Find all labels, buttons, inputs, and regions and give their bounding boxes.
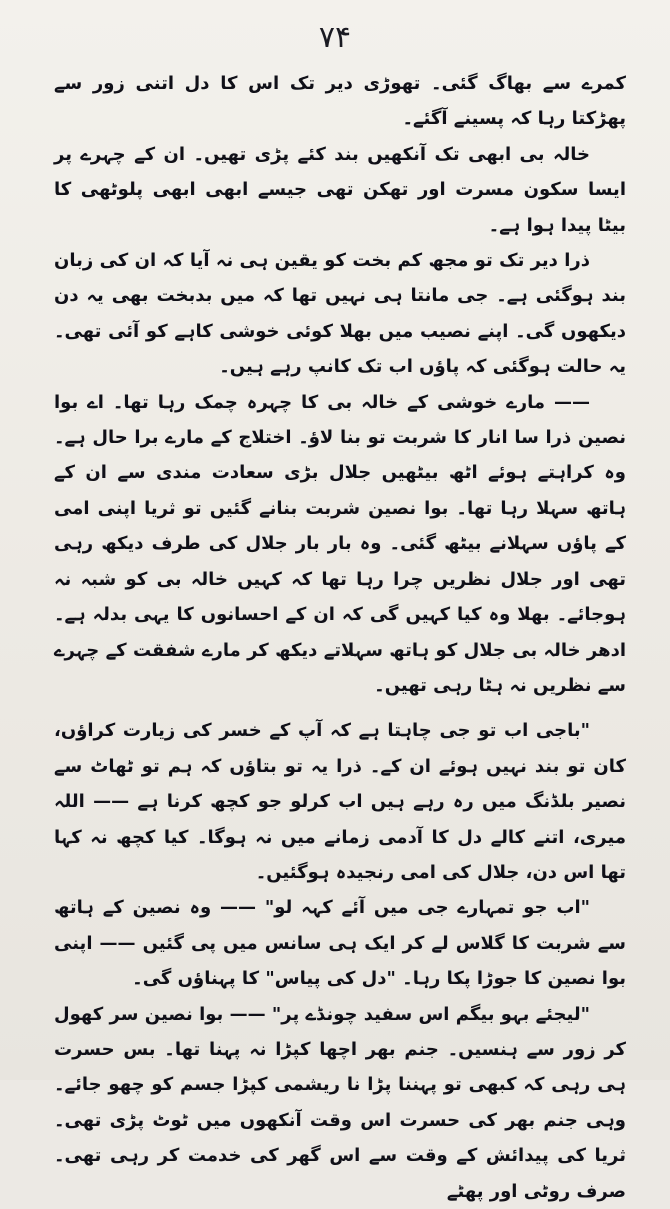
paragraph-3: ذرا دیر تک تو مجھ کم بخت کو یقین ہی نہ آیا کہ ان کی زبان بند ہوگئی ہے۔ جی مانتا ہی نہیں تھا کہ میں بدبخت بھی یہ دن دیکھوں گی۔ اپنے نصیب میں بھلا کوئی خوشی کاہے کو آئی تھی۔ یہ حالت ہوگئی کہ پاؤں اب تک کانپ رہے ہیں۔ xyxy=(54,250,626,378)
paragraph-4: —— مارے خوشی کے خالہ بی کا چہرہ چمک رہا تھا۔ اے بوا نصین ذرا سا انار کا شربت تو بنا لاؤ۔ اختلاج کے مارے برا حال ہے۔ وہ کراہتے ہوئے اٹھ بیٹھیں جلال بڑی سعادت مندی سے ان کے ہاتھ سہلا رہا تھا۔ بوا نصین شربت بنانے گئیں تو ثریا اپنی امی کے پاؤں سہلانے بیٹھ گئی۔ وہ بار بار جلال کی طرف دیکھ رہی تھی اور جلال نظریں چرا رہا تھا کہ کہیں خالہ بی کو شبہ نہ ہوجائے۔ بھلا وہ کیا کہیں گی کہ ان کے احسانوں کا یہی بدلہ ہے۔ ادھر خالہ بی جلال کو ہاتھ سہلاتے دیکھ کر مارے شفقت کے چہرے سے نظریں نہ ہٹا رہی تھیں۔ xyxy=(54,391,626,696)
paragraph-2: خالہ بی ابھی تک آنکھیں بند کئے پڑی تھیں۔ ان کے چہرے پر ایسا سکون مسرت اور تھکن تھی جیسے ابھی ابھی پلوٹھی کا بیٹا پیدا ہوا ہے۔ xyxy=(54,143,626,236)
paragraph-7: "لیجئے بہو بیگم اس سفید چونڈے پر" —— بوا نصین سر کھول کر زور سے ہنسیں۔ جنم بھر اچھا کپڑا نہ پہنا تھا۔ بس حسرت ہی رہی کہ کبھی تو پہننا پڑا نا ریشمی کپڑا جسم کو چھو جائے۔ وہی جنم بھر کی حسرت اس وقت آنکھوں میں ٹوٹ پڑی تھی۔ ثریا کی پیدائش کے وقت سے اس گھر کی خدمت کر رہی تھی۔ صرف روٹی اور پھٹے xyxy=(54,1003,626,1202)
paragraph-1: کمرے سے بھاگ گئی۔ تھوڑی دیر تک اس کا دل اتنی زور سے پھڑکتا رہا کہ پسینے آگئے۔ xyxy=(54,73,626,130)
page-body-text xyxy=(54,66,626,1209)
paragraph-6: "اب جو تمہارے جی میں آئے کہہ لو" —— وہ نصین کے ہاتھ سے شربت کا گلاس لے کر ایک ہی سانس میں پی گئیں —— اپنی بوا نصین کا جوڑا پکا رہا۔ "دل کی پیاس" کا پہناؤں گی۔ xyxy=(54,897,626,990)
paragraph-5: "باجی اب تو جی چاہتا ہے کہ آپ کے خسر کی زیارت کراؤں، کان تو بند نہیں ہوئے ان کے۔ ذرا یہ تو بتاؤں کہ ہم تو ٹھاٹ سے نصیر بلڈنگ میں رہ رہے ہیں اب کرلو جو کچھ کرنا ہے —— اللہ میری، اتنے کالے دل کا آدمی زمانے میں نہ ہوگا۔ کیا کچھ نہ کہا تھا اس دن، جلال کی امی رنجیدہ ہوگئیں۔ xyxy=(54,720,626,883)
page-number: ۷۴ xyxy=(318,20,352,55)
